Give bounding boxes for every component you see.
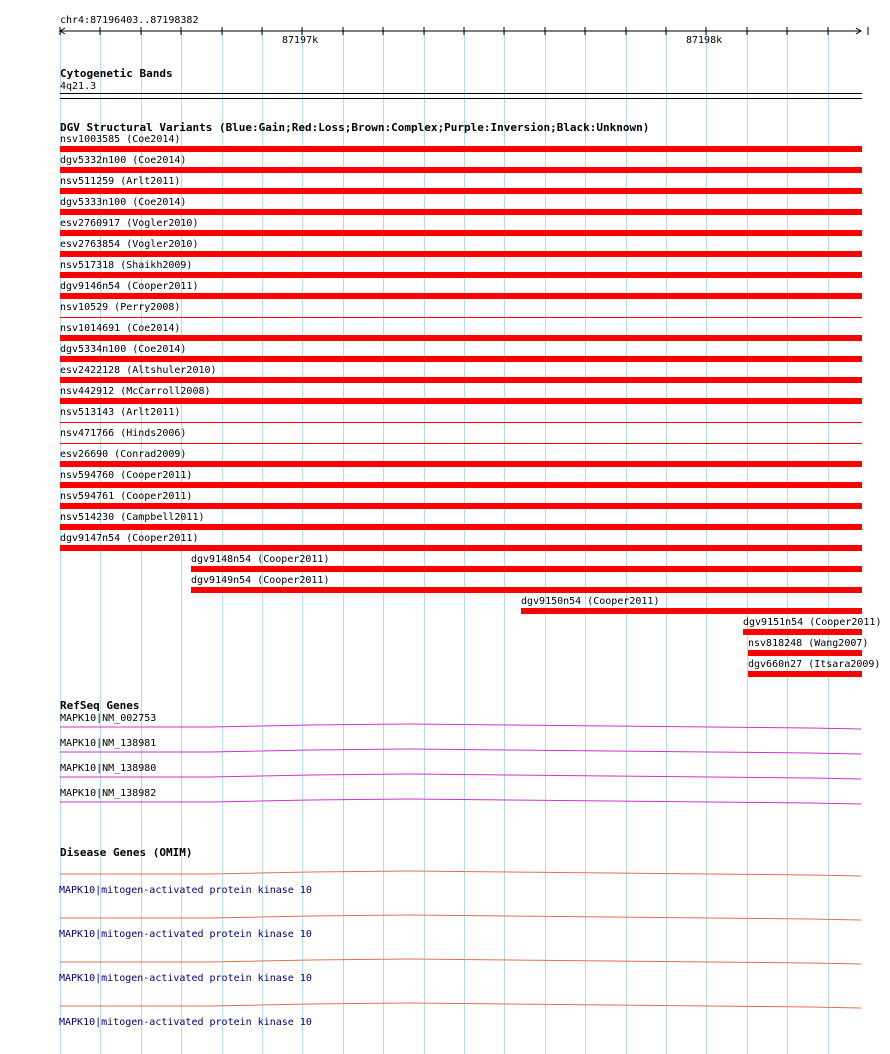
- omim-gene-link[interactable]: MAPK10|mitogen-activated protein kinase 10: [59, 885, 312, 896]
- region-label: chr4:87196403..87198382: [60, 15, 199, 26]
- refseq-track-title[interactable]: RefSeq Genes: [60, 699, 140, 712]
- omim-gene-link[interactable]: MAPK10|mitogen-activated protein kinase 10: [59, 1017, 312, 1028]
- ruler-tick-label: 87198k: [686, 35, 723, 46]
- dgv-variant-label[interactable]: nsv511259 (Arlt2011): [60, 176, 181, 187]
- dgv-variant-label[interactable]: esv2763854 (Vogler2010): [60, 239, 199, 250]
- dgv-variant-label[interactable]: nsv514230 (Campbell2011): [60, 512, 205, 523]
- dgv-variant-label[interactable]: nsv10529 (Perry2008): [60, 302, 181, 313]
- dgv-variant-label[interactable]: nsv594761 (Cooper2011): [60, 491, 193, 502]
- dgv-variant-label[interactable]: dgv660n27 (Itsara2009): [748, 659, 881, 670]
- dgv-variant-label[interactable]: dgv5332n100 (Coe2014): [60, 155, 187, 166]
- dgv-variant-label[interactable]: nsv1014691 (Coe2014): [60, 323, 181, 334]
- omim-gene-link[interactable]: MAPK10|mitogen-activated protein kinase 10: [59, 973, 312, 984]
- refseq-gene-label[interactable]: MAPK10|NM_138980: [60, 763, 157, 774]
- refseq-gene-label[interactable]: MAPK10|NM_138981: [60, 738, 157, 749]
- omim-gene-link[interactable]: MAPK10|mitogen-activated protein kinase 10: [59, 929, 312, 940]
- dgv-variant-label[interactable]: nsv471766 (Hinds2006): [60, 428, 187, 439]
- omim-track-title[interactable]: Disease Genes (OMIM): [60, 846, 193, 859]
- dgv-variant-label[interactable]: dgv9149n54 (Cooper2011): [191, 575, 330, 586]
- cytoband-track-title[interactable]: Cytogenetic Bands: [60, 67, 173, 80]
- ruler-tick-label: 87197k: [282, 35, 319, 46]
- cytoband-label[interactable]: 4q21.3: [60, 81, 97, 92]
- dgv-variant-label[interactable]: nsv442912 (McCarroll2008): [60, 386, 211, 397]
- dgv-variant-label[interactable]: dgv5333n100 (Coe2014): [60, 197, 187, 208]
- dgv-variant-label[interactable]: nsv818248 (Wang2007): [748, 638, 869, 649]
- dgv-variant-label[interactable]: dgv9148n54 (Cooper2011): [191, 554, 330, 565]
- dgv-variant-label[interactable]: dgv5334n100 (Coe2014): [60, 344, 187, 355]
- dgv-variant-label[interactable]: dgv9147n54 (Cooper2011): [60, 533, 199, 544]
- dgv-variant-label[interactable]: nsv517318 (Shaikh2009): [60, 260, 193, 271]
- dgv-variant-label[interactable]: nsv594760 (Cooper2011): [60, 470, 193, 481]
- dgv-variant-label[interactable]: dgv9150n54 (Cooper2011): [521, 596, 660, 607]
- refseq-gene-label[interactable]: MAPK10|NM_002753: [60, 713, 157, 724]
- dgv-variant-label[interactable]: esv2760917 (Vogler2010): [60, 218, 199, 229]
- dgv-variant-label[interactable]: dgv9151n54 (Cooper2011): [743, 617, 882, 628]
- refseq-gene-label[interactable]: MAPK10|NM_138982: [60, 788, 157, 799]
- dgv-variant-label[interactable]: dgv9146n54 (Cooper2011): [60, 281, 199, 292]
- dgv-variant-label[interactable]: esv26690 (Conrad2009): [60, 449, 187, 460]
- dgv-variant-label[interactable]: nsv1003585 (Coe2014): [60, 134, 181, 145]
- dgv-track-title[interactable]: DGV Structural Variants (Blue:Gain;Red:Loss;Brown:Complex;Purple:Inversion;Black:Unknown): [60, 121, 650, 134]
- dgv-variant-label[interactable]: esv2422128 (Altshuler2010): [60, 365, 217, 376]
- dgv-variant-label[interactable]: nsv513143 (Arlt2011): [60, 407, 181, 418]
